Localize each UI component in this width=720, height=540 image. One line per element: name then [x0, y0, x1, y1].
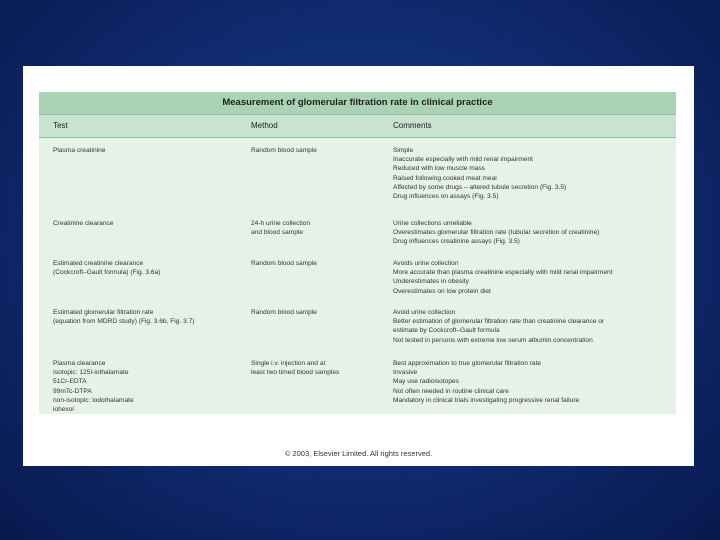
- test-cell: [53, 308, 243, 326]
- comments-cell-line: estimate by Cockcroft–Gault formula: [393, 327, 500, 335]
- test-cell-line: (Cockcroft–Gault formula) (Fig. 3.6a): [53, 269, 161, 277]
- test-cell-line: Isotopic: 125I-iothalamate: [53, 369, 129, 377]
- gfr-table: [39, 92, 676, 414]
- comments-cell-line: May use radioisotopes: [393, 378, 459, 386]
- method-cell-line: Random blood sample: [251, 309, 317, 316]
- header-method: Method: [251, 121, 278, 130]
- test-cell-line: 99mTc-DTPA: [53, 387, 92, 395]
- comments-cell-line: Overestimates on low protein diet: [393, 287, 491, 295]
- comments-cell-line: Underestimates in obesity: [393, 278, 469, 286]
- comments-cell-line: Invasive: [393, 369, 418, 377]
- comments-cell-line: Simple: [393, 147, 414, 154]
- comments-cell: [393, 259, 673, 296]
- comments-cell-line: Not often needed in routine clinical care: [393, 387, 509, 395]
- test-cell-line: Estimated glomerular filtration rate: [53, 309, 154, 316]
- copyright-notice: © 2003, Elsevier Limited. All rights reserved.: [284, 449, 433, 458]
- comments-cell-line: Raised following cooked meat meal: [393, 174, 497, 182]
- comments-cell-line: Affected by some drugs – altered tubule secretion (Fig. 3.5): [393, 183, 567, 191]
- comments-cell-line: Better estimation of glomerular filtration rate than creatinine clearance or: [393, 318, 605, 326]
- comments-cell-line: Not tested in persons with extreme low serum albumin concentration: [393, 336, 593, 344]
- comments-cell-line: Drug influences on assays (Fig. 3.5): [393, 193, 499, 201]
- test-cell: [53, 146, 243, 155]
- method-cell-line: Single i.v. injection and at: [251, 360, 326, 367]
- comments-cell: [393, 308, 673, 345]
- comments-cell-line: Mandatory in clinical trials investigating progressive renal failure: [393, 396, 580, 404]
- test-cell-line: non-isotopic: iodothalamate: [53, 396, 134, 404]
- method-cell: [251, 146, 381, 155]
- method-cell: [251, 259, 381, 268]
- comments-cell-line: Drug influences creatinine assays (Fig. 3.5): [393, 238, 520, 246]
- test-cell-line: Estimated creatinine clearance: [53, 260, 144, 267]
- comments-cell-line: Avoids urine collection: [393, 260, 459, 267]
- comments-cell-line: Reduced with low muscle mass: [393, 165, 485, 173]
- test-cell-line: Creatinine clearance: [53, 220, 114, 227]
- comments-cell: [393, 219, 673, 247]
- comments-cell: [393, 146, 673, 201]
- comments-cell-line: More accurate than plasma creatinine especially with mild renal impairment: [393, 269, 613, 277]
- method-cell-line: Random blood sample: [251, 147, 317, 154]
- test-cell: [53, 259, 243, 277]
- table-header-row: [39, 115, 676, 138]
- test-cell-line: (equation from MDRD study) (Fig. 3.6b, Fig. 3.7): [53, 318, 195, 326]
- table-title: Measurement of glomerular filtration rate in clinical practice: [222, 97, 493, 108]
- test-cell-line: 51Cr-EDTA: [53, 378, 87, 386]
- method-cell-line: 24-h urine collection: [251, 220, 311, 227]
- test-cell-line: Plasma creatinine: [53, 147, 106, 154]
- test-cell: [53, 359, 243, 414]
- method-cell: [251, 359, 381, 377]
- comments-cell-line: Best approximation to true glomerular filtration rate: [393, 360, 542, 367]
- comments-cell: [393, 359, 673, 405]
- comments-cell-line: Inaccurate especially with mild renal impairment: [393, 156, 533, 164]
- method-cell: [251, 308, 381, 317]
- method-cell-line: least two timed blood samples: [251, 369, 340, 377]
- test-cell: [53, 219, 243, 228]
- method-cell-line: and blood sample: [251, 229, 304, 237]
- method-cell-line: Random blood sample: [251, 260, 317, 267]
- comments-cell-line: Overestimates glomerular filtration rate (tubular secretion of creatinine): [393, 229, 600, 237]
- header-test: Test: [53, 121, 68, 130]
- method-cell: [251, 219, 381, 237]
- test-cell-line: Plasma clearance: [53, 360, 106, 367]
- comments-cell-line: Avoid urine collection: [393, 309, 456, 316]
- test-cell-line: iohexol: [53, 406, 74, 414]
- slide-card: [23, 66, 694, 466]
- comments-cell-line: Urine collections unreliable: [393, 220, 472, 227]
- table-title-bar: [39, 92, 676, 115]
- header-comments: Comments: [393, 121, 432, 130]
